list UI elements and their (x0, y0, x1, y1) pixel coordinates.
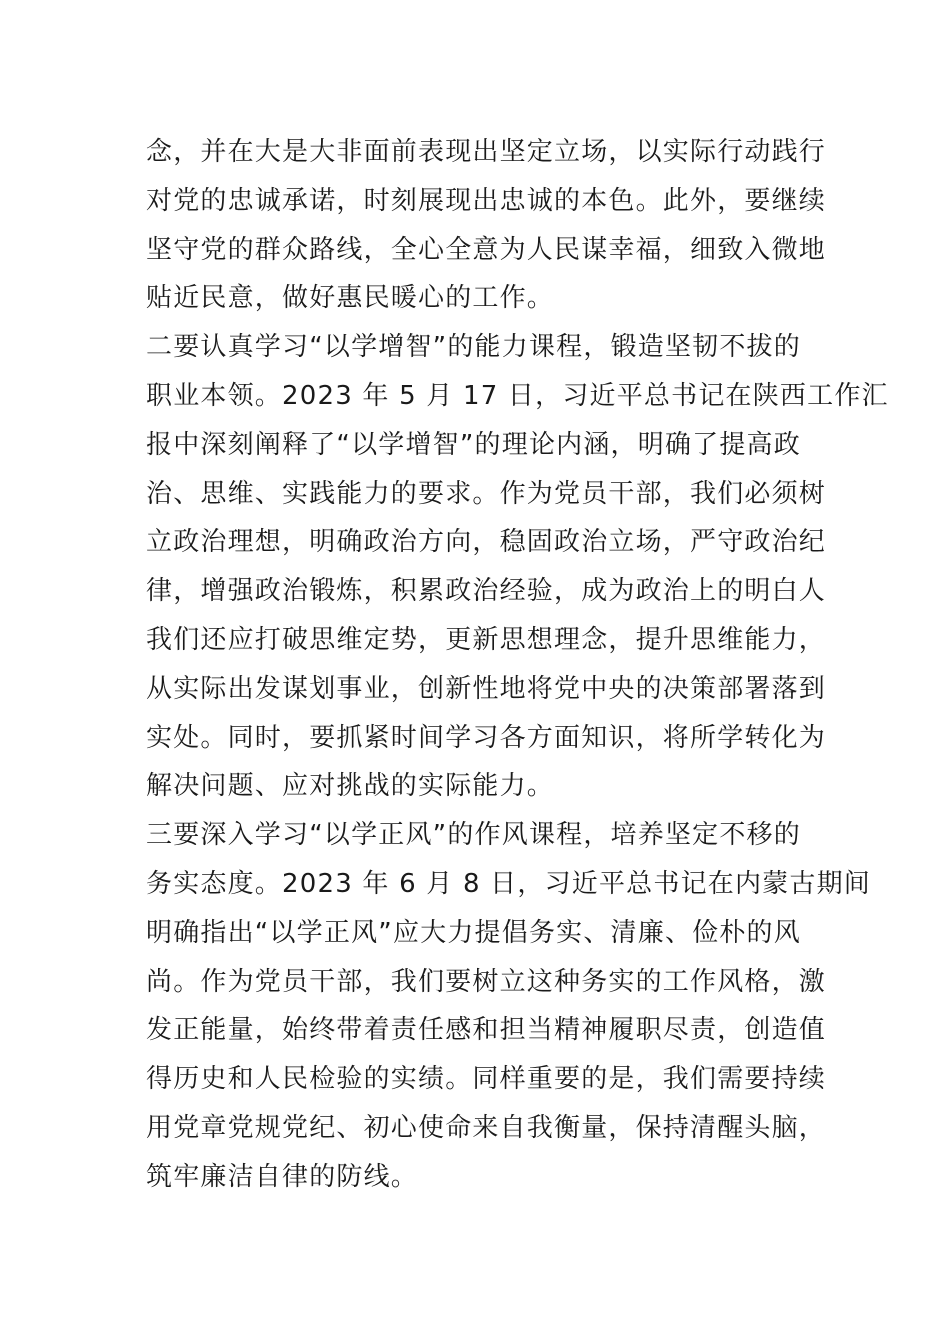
text-line: 从实际出发谋划事业，创新性地将党中央的决策部署落到 (146, 673, 827, 704)
body-text (146, 128, 889, 1202)
text-line: 我们还应打破思维定势，更新思想理念，提升思维能力， (146, 624, 827, 655)
text-line: 律，增强政治锻炼，积累政治经验，成为政治上的明白人 (146, 576, 827, 607)
text-line: 务实态度。2023 年 6 月 8 日，习近平总书记在内蒙古期间 (146, 868, 871, 899)
text-line: 二要认真学习“以学增智”的能力课程，锻造坚韧不拔的 (146, 332, 801, 363)
text-line: 解决问题、应对挑战的实际能力。 (146, 771, 555, 802)
text-line: 贴近民意，做好惠民暖心的工作。 (146, 283, 555, 314)
text-line: 三要深入学习“以学正风”的作风课程，培养坚定不移的 (146, 820, 801, 851)
text-line: 得历史和人民检验的实绩。同样重要的是，我们需要持续 (146, 1064, 827, 1095)
text-line: 发正能量，始终带着责任感和担当精神履职尽责，创造值 (146, 1015, 827, 1046)
text-line: 用党章党规党纪、初心使命来自我衡量，保持清醒头脑， (146, 1112, 827, 1143)
text-line: 对党的忠诚承诺，时刻展现出忠诚的本色。此外，要继续 (146, 185, 827, 216)
text-line: 尚。作为党员干部，我们要树立这种务实的工作风格，激 (146, 966, 827, 997)
text-line: 报中深刻阐释了“以学增智”的理论内涵，明确了提高政 (146, 429, 801, 460)
text-line: 立政治理想，明确政治方向，稳固政治立场，严守政治纪 (146, 527, 827, 558)
text-line: 念，并在大是大非面前表现出坚定立场，以实际行动践行 (146, 137, 827, 167)
text-line: 治、思维、实践能力的要求。作为党员干部，我们必须树 (146, 478, 827, 509)
text-line: 实处。同时，要抓紧时间学习各方面知识，将所学转化为 (146, 722, 827, 753)
text-line: 坚守党的群众路线，全心全意为人民谋幸福，细致入微地 (146, 234, 827, 265)
text-line: 筑牢廉洁自律的防线。 (146, 1161, 419, 1192)
text-line: 明确指出“以学正风”应大力提倡务实、清廉、俭朴的风 (146, 917, 801, 948)
text-line: 职业本领。2023 年 5 月 17 日，习近平总书记在陕西工作汇 (146, 380, 889, 411)
